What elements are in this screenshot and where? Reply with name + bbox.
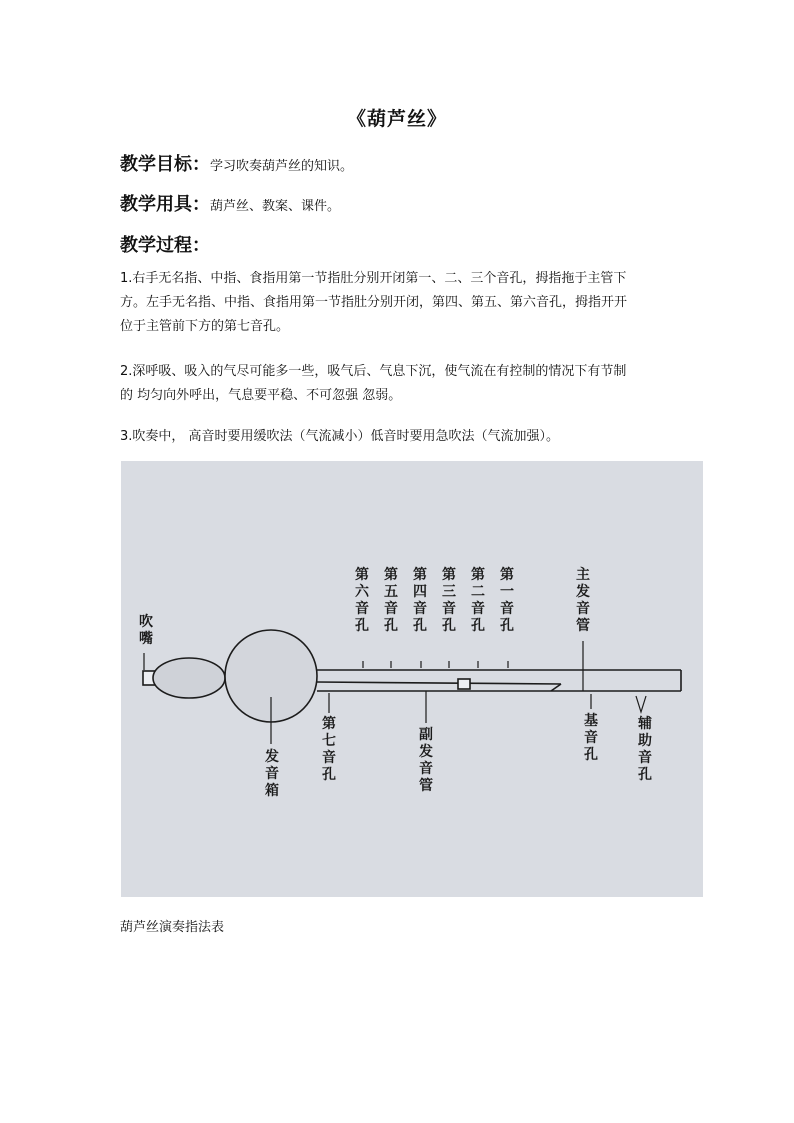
hulusi-drawing (121, 461, 703, 897)
label-hole4: 第四音孔 (413, 567, 427, 634)
objective-text: 学习吹奏葫芦丝的知识。 (210, 159, 354, 174)
step-2-line: 的 均匀向外呼出，气息要平稳、不可忽强 忽弱。 (120, 388, 402, 403)
step-2-line: 2.深呼吸、吸入的气尽可能多一些，吸气后、气息下沉，使气流在有控制的情况下有节制 (120, 364, 627, 379)
secondary-pipe-tip (551, 684, 561, 691)
label-secondary-pipe: 副发音管 (419, 727, 433, 794)
tools-row (120, 190, 340, 216)
process-heading: 教学过程： (120, 235, 210, 256)
label-hole6: 第六音孔 (355, 567, 369, 634)
figure-caption: 葫芦丝演奏指法表 (120, 920, 225, 935)
label-hole7: 第七音孔 (322, 716, 336, 783)
gourd-neck (153, 658, 225, 698)
label-hole5: 第五音孔 (384, 567, 398, 634)
tools-text: 葫芦丝、教案、课件。 (210, 199, 341, 214)
label-sound-box: 发音箱 (265, 749, 279, 799)
step-1-paragraph (120, 267, 680, 339)
label-hole3: 第三音孔 (442, 567, 456, 634)
step-1-line: 1.右手无名指、中指、食指用第一节指肚分别开闭第一、二、三个音孔，拇指拖于主管下 (120, 271, 627, 286)
label-main-pipe: 主发音管 (576, 567, 590, 634)
objective-row (120, 150, 353, 176)
label-hole1: 第一音孔 (500, 567, 514, 634)
tools-heading: 教学用具： (120, 194, 210, 215)
step-3-paragraph (120, 425, 680, 449)
label-base-hole: 基音孔 (584, 713, 598, 763)
objective-heading: 教学目标： (120, 154, 210, 175)
hulusi-diagram (121, 461, 703, 897)
step-2-paragraph (120, 360, 680, 408)
step-1-line: 位于主管前下方的第七音孔。 (120, 319, 290, 334)
page-title: 《葫芦丝》 (346, 108, 447, 130)
reed (458, 679, 470, 689)
step-3-line: 3.吹奏中， 高音时要用缓吹法（气流减小）低音时要用急吹法（气流加强）。 (120, 429, 560, 444)
step-1-line: 方。左手无名指、中指、食指用第一节指肚分别开闭，第四、第五、第六音孔，拇指开开 (120, 295, 628, 310)
label-aux-hole: 辅助音孔 (638, 716, 652, 783)
secondary-pipe-edge (317, 682, 561, 684)
label-mouthpiece: 吹嘴 (139, 614, 153, 647)
process-row (120, 231, 210, 257)
label-hole2: 第二音孔 (471, 567, 485, 634)
aux-hole-leader (636, 696, 646, 712)
